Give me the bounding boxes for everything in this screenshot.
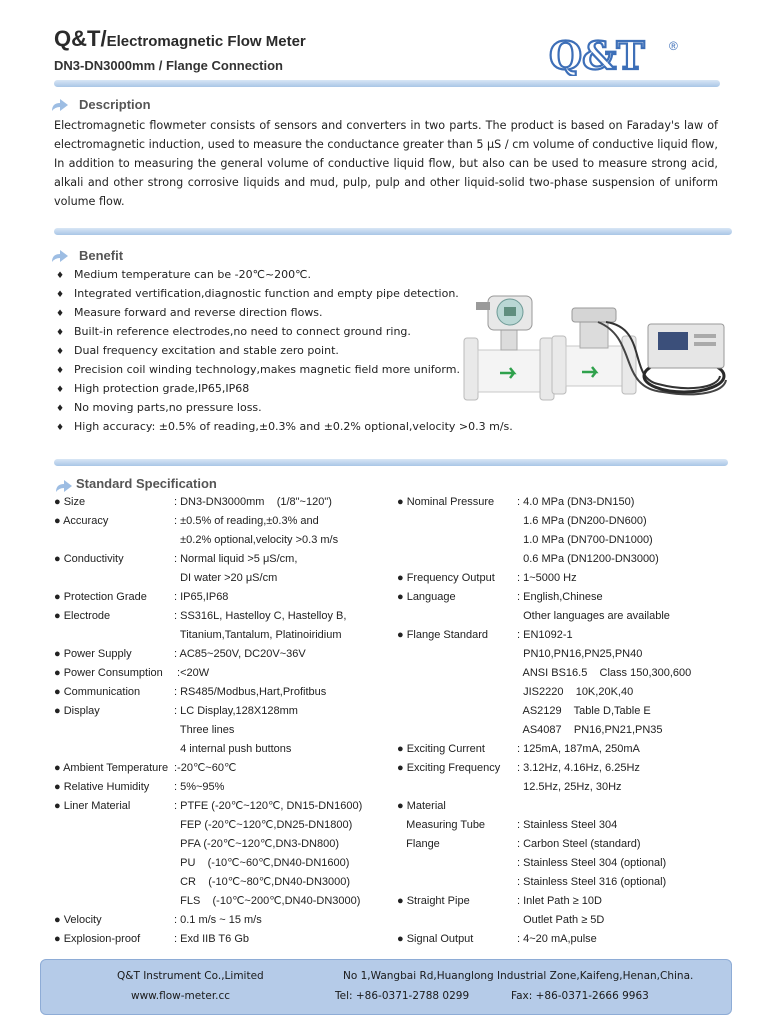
spec-value: : Stainless Steel 304 (optional) <box>517 857 667 869</box>
company-name: Q&T Instrument Co.,Limited <box>117 970 264 982</box>
list-item <box>56 284 513 303</box>
spec-label: ● Protection Grade <box>54 591 147 603</box>
spec-row <box>397 664 727 683</box>
spec-label: ● Electrode <box>54 610 111 622</box>
spec-label: ● Ambient Temperature <box>54 762 169 774</box>
fax: Fax: +86-0371-2666 9963 <box>511 990 649 1002</box>
spec-row <box>397 512 727 531</box>
spec-row <box>54 911 394 930</box>
spec-row <box>54 626 394 645</box>
benefit-text: Measure forward and reverse direction flows. <box>74 306 323 319</box>
spec-value: : 1~5000 Hz <box>517 572 577 584</box>
company-logo <box>547 36 687 76</box>
benefit-text: Integrated vertification,diagnostic function and empty pipe detection. <box>74 287 459 300</box>
spec-value: : English,Chinese <box>517 591 603 603</box>
spec-label: ● Material <box>397 800 446 812</box>
spec-value: Titanium,Tantalum, Platinoiridium <box>174 629 342 641</box>
spec-value: PN10,PN16,PN25,PN40 <box>517 648 643 660</box>
benefit-heading: Benefit <box>79 248 124 263</box>
spec-value: : LC Display,128X128mm <box>174 705 298 717</box>
spec-row <box>397 531 727 550</box>
spec-row <box>54 759 394 778</box>
spec-value: : SS316L, Hastelloy C, Hastelloy B, <box>174 610 347 622</box>
bullet-icon: ♦ <box>56 385 65 395</box>
benefit-text: High accuracy: ±0.5% of reading,±0.3% and ±0.2% optional,velocity >0.3 m/s. <box>74 420 513 433</box>
spec-value: AS4087 PN16,PN21,PN35 <box>517 724 663 736</box>
bullet-icon: ♦ <box>56 290 65 300</box>
spec-value: CR (-10℃~80℃,DN40-DN3000) <box>174 876 351 888</box>
spec-label: ● Exciting Frequency <box>397 762 501 774</box>
website-link[interactable]: www.flow-meter.cc <box>131 990 231 1002</box>
spec-row <box>397 911 727 930</box>
spec-row <box>397 930 727 949</box>
spec-row <box>397 588 727 607</box>
list-item <box>56 398 513 417</box>
benefit-list <box>56 265 513 436</box>
list-item <box>56 322 513 341</box>
spec-value: : 125mA, 187mA, 250mA <box>517 743 640 755</box>
spec-row <box>397 892 727 911</box>
bullet-icon: ♦ <box>56 404 65 414</box>
spec-value: ±0.2% optional,velocity >0.3 m/s <box>174 534 339 546</box>
spec-label: ● Accuracy <box>54 515 109 527</box>
description-text: Electromagnetic flowmeter consists of sensors and converters in two parts. The product is based on Faraday's law of electromagnetic induction, used to measure the conductance greater than 5 μS / cm volume of conductive liquid flow, In addition to measuring the general volume of conductive liquid flow, but also can be used to measure strong acid, alkali and other strong corrosive liquids and mud, pulp, pulp and other liquid-solid two-phase suspension of uniform volume flow. <box>54 119 718 208</box>
spec-value: :-20℃~60℃ <box>174 762 237 774</box>
spec-row <box>54 854 394 873</box>
spec-label: ● Power Consumption <box>54 667 163 679</box>
bullet-icon: ♦ <box>56 309 65 319</box>
spec-row <box>54 778 394 797</box>
spec-value: 0.6 MPa (DN1200-DN3000) <box>517 553 659 565</box>
telephone: Tel: +86-0371-2788 0299 <box>335 990 470 1002</box>
spec-value: Other languages are available <box>517 610 670 622</box>
spec-value: : 0.1 m/s ~ 15 m/s <box>174 914 262 926</box>
spec-label: ● Relative Humidity <box>54 781 150 793</box>
spec-row <box>397 721 727 740</box>
spec-row <box>397 550 727 569</box>
header-divider <box>54 80 720 87</box>
spec-row <box>54 664 394 683</box>
list-item <box>56 417 513 436</box>
spec-value: : IP65,IP68 <box>174 591 229 603</box>
specification-heading: Standard Specification <box>76 476 217 491</box>
spec-label: ● Language <box>397 591 456 603</box>
spec-row <box>397 778 727 797</box>
benefit-text: High protection grade,IP65,IP68 <box>74 382 250 395</box>
list-item <box>56 265 513 284</box>
description-divider <box>54 228 732 235</box>
spec-row <box>397 797 727 816</box>
spec-row <box>397 835 727 854</box>
spec-value: : Inlet Path ≥ 10D <box>517 895 602 907</box>
brand-text: Q&T/ <box>54 26 107 51</box>
spec-label: ● Velocity <box>54 914 102 926</box>
spec-row <box>397 607 727 626</box>
spec-row <box>54 892 394 911</box>
spec-label: Flange <box>397 838 440 850</box>
spec-label: ● Display <box>54 705 100 717</box>
flow-meter-integrated-illustration <box>464 296 554 400</box>
spec-label: ● Size <box>54 496 86 508</box>
section-arrow-icon <box>50 98 70 112</box>
spec-row <box>54 835 394 854</box>
spec-row <box>397 569 727 588</box>
spec-value: PFA (-20℃~120℃,DN3-DN800) <box>174 838 340 850</box>
spec-value: FLS (-10℃~200℃,DN40-DN3000) <box>174 895 361 907</box>
spec-label: ● Liner Material <box>54 800 131 812</box>
spec-value: Outlet Path ≥ 5D <box>517 914 605 926</box>
section-arrow-icon <box>54 479 74 493</box>
page-title <box>54 26 306 52</box>
spec-value: : DN3-DN3000mm (1/8"~120") <box>174 496 332 508</box>
spec-row <box>54 645 394 664</box>
spec-value: : RS485/Modbus,Hart,Profitbus <box>174 686 327 698</box>
spec-value: : Stainless Steel 316 (optional) <box>517 876 667 888</box>
list-item <box>56 360 513 379</box>
spec-row <box>397 702 727 721</box>
spec-row <box>54 531 394 550</box>
spec-row <box>54 569 394 588</box>
spec-row <box>397 626 727 645</box>
spec-label: ● Signal Output <box>397 933 474 945</box>
spec-row <box>397 740 727 759</box>
bullet-icon: ♦ <box>56 366 65 376</box>
spec-label: ● Straight Pipe <box>397 895 470 907</box>
spec-value: : 3.12Hz, 4.16Hz, 6.25Hz <box>517 762 640 774</box>
spec-row <box>54 588 394 607</box>
spec-row <box>54 740 394 759</box>
spec-value: 4 internal push buttons <box>174 743 292 755</box>
spec-row <box>54 816 394 835</box>
spec-label: ● Nominal Pressure <box>397 496 495 508</box>
spec-left-column <box>54 493 394 949</box>
spec-row <box>54 930 394 949</box>
benefit-divider <box>54 459 728 466</box>
benefit-text: Medium temperature can be -20℃~200℃. <box>74 268 312 281</box>
spec-value: : Stainless Steel 304 <box>517 819 618 831</box>
list-item <box>56 303 513 322</box>
logo-text: Q&T <box>549 36 645 76</box>
benefit-text: Built-in reference electrodes,no need to connect ground ring. <box>74 325 411 338</box>
spec-row <box>54 683 394 702</box>
spec-row <box>397 759 727 778</box>
spec-value: : AC85~250V, DC20V~36V <box>174 648 306 660</box>
benefit-text: No moving parts,no pressure loss. <box>74 401 262 414</box>
spec-value: : 4.0 MPa (DN3-DN150) <box>517 496 635 508</box>
spec-value: : EN1092-1 <box>517 629 573 641</box>
spec-value: Three lines <box>174 724 235 736</box>
spec-row <box>54 512 394 531</box>
spec-value: : 5%~95% <box>174 781 225 793</box>
product-photo <box>458 288 728 418</box>
benefit-text: Precision coil winding technology,makes magnetic field more uniform. <box>74 363 460 376</box>
converter-box-illustration <box>648 324 724 368</box>
footer-panel <box>40 959 732 1015</box>
spec-row <box>54 607 394 626</box>
bullet-icon: ♦ <box>56 328 65 338</box>
spec-value: 1.0 MPa (DN700-DN1000) <box>517 534 653 546</box>
spec-row <box>54 873 394 892</box>
spec-label: ● Frequency Output <box>397 572 495 584</box>
spec-value: : ±0.5% of reading,±0.3% and <box>174 515 319 527</box>
spec-row <box>397 683 727 702</box>
bullet-icon: ♦ <box>56 347 65 357</box>
spec-row <box>397 816 727 835</box>
spec-row <box>54 550 394 569</box>
list-item <box>56 379 513 398</box>
list-item <box>56 341 513 360</box>
benefit-text: Dual frequency excitation and stable zero point. <box>74 344 339 357</box>
spec-row <box>54 797 394 816</box>
spec-row <box>397 493 727 512</box>
spec-label: ● Communication <box>54 686 141 698</box>
spec-value: ANSI BS16.5 Class 150,300,600 <box>517 667 692 679</box>
spec-value: 12.5Hz, 25Hz, 30Hz <box>517 781 622 793</box>
spec-value: : Normal liquid >5 μS/cm, <box>174 553 298 565</box>
spec-row <box>54 702 394 721</box>
spec-row <box>54 493 394 512</box>
spec-row <box>397 854 727 873</box>
spec-value: : PTFE (-20℃~120℃, DN15-DN1600) <box>174 800 363 812</box>
spec-value: : Exd IIB T6 Gb <box>174 933 249 945</box>
spec-label: ● Exciting Current <box>397 743 485 755</box>
page-subtitle: DN3-DN3000mm / Flange Connection <box>54 58 283 73</box>
section-arrow-icon <box>50 249 70 263</box>
spec-value: JIS2220 10K,20K,40 <box>517 686 634 698</box>
spec-label: ● Explosion-proof <box>54 933 141 945</box>
bullet-icon: ♦ <box>56 271 65 281</box>
description-heading: Description <box>79 97 151 112</box>
spec-row <box>397 645 727 664</box>
spec-value: :<20W <box>174 667 210 679</box>
spec-value: DI water >20 μS/cm <box>174 572 278 584</box>
spec-label: ● Power Supply <box>54 648 132 660</box>
spec-value: : 4~20 mA,pulse <box>517 933 597 945</box>
bullet-icon: ♦ <box>56 423 65 433</box>
spec-row <box>397 873 727 892</box>
logo-registered-mark: ® <box>669 39 678 53</box>
spec-value: FEP (-20℃~120℃,DN25-DN1800) <box>174 819 353 831</box>
spec-label: ● Flange Standard <box>397 629 489 641</box>
company-address: No 1,Wangbai Rd,Huanglong Industrial Zone,Kaifeng,Henan,China. <box>343 970 694 982</box>
spec-label: ● Conductivity <box>54 553 124 565</box>
spec-value: AS2129 Table D,Table E <box>517 705 651 717</box>
spec-row <box>54 721 394 740</box>
spec-value: 1.6 MPa (DN200-DN600) <box>517 515 647 527</box>
spec-right-column <box>397 493 727 949</box>
spec-value: : Carbon Steel (standard) <box>517 838 641 850</box>
spec-label: Measuring Tube <box>397 819 486 831</box>
spec-value: PU (-10℃~60℃,DN40-DN1600) <box>174 857 350 869</box>
product-name: Electromagnetic Flow Meter <box>106 33 306 50</box>
